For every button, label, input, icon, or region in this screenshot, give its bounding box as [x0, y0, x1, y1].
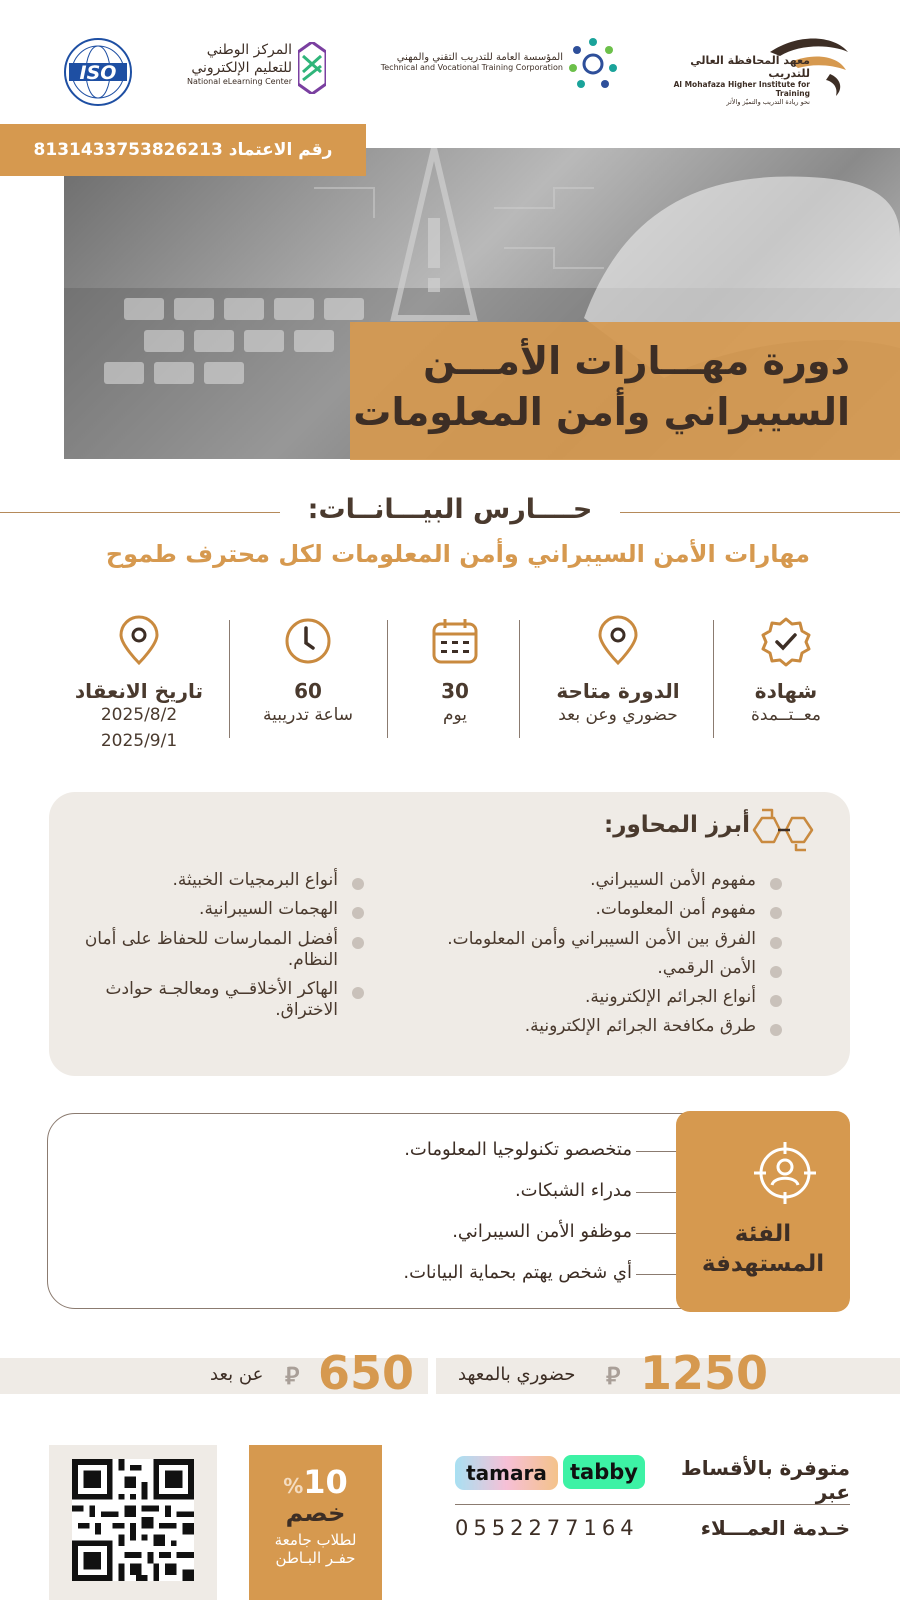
- badge-check-icon: [760, 615, 812, 667]
- riyal-icon: ⃁: [606, 1362, 621, 1390]
- feature-certificate-sub: معــتــمدة: [750, 705, 822, 725]
- customer-service-label: خـدمة العمـــلاء: [700, 1516, 850, 1540]
- clock-icon: [282, 615, 334, 667]
- connector-line: [636, 1151, 676, 1152]
- nelc-logo: [180, 40, 330, 96]
- iso-logo: [55, 36, 141, 108]
- student-discount-badge: [249, 1445, 382, 1600]
- nelc-name-ar-2: للتعليم الإلكتروني: [191, 59, 292, 76]
- connector-line: [636, 1192, 676, 1193]
- accreditation-number: رقم الاعتماد 8131433753826213: [0, 124, 366, 176]
- tagline-subtitle: مهارات الأمن السيبراني وأمن المعلومات لكل محترف طموح: [105, 540, 810, 568]
- discount-percent-sign: %: [283, 1474, 304, 1498]
- list-item: طرق مكافحة الجرائم الإلكترونية.: [404, 1016, 784, 1037]
- institute-name-ar: معهد المحافظة العالي للتدريب: [690, 54, 810, 80]
- list-item: أفضل الممارسات للحفاظ على أمان النظام.: [82, 929, 366, 972]
- topics-list-left: [82, 870, 366, 1022]
- audience-title: [676, 1220, 850, 1280]
- feature-divider: [519, 620, 520, 738]
- topics-list-right: [404, 870, 784, 1038]
- feature-dates: [66, 615, 212, 754]
- feature-certificate: [720, 615, 852, 729]
- feature-divider: [387, 620, 388, 738]
- location-pin-icon: [592, 615, 644, 667]
- tvtc-name-en: Technical and Vocational Training Corporation: [380, 63, 563, 72]
- institute-name-en: Al Mohafaza Higher Institute for Training: [673, 80, 810, 98]
- qr-code-panel[interactable]: [49, 1445, 217, 1600]
- iso-label: ISO: [79, 62, 117, 84]
- nelc-name-en: National eLearning Center: [187, 77, 292, 86]
- feature-dates-end: 2025/9/1: [100, 730, 178, 751]
- audience-title-line1: الفئة: [734, 1221, 792, 1247]
- hero-title-line2: السيبراني وأمن المعلومات: [353, 390, 850, 435]
- price-online-label: عن بعد: [210, 1364, 264, 1385]
- feature-hours-value: 60: [294, 679, 322, 703]
- audience-title-line2: المستهدفة: [701, 1250, 825, 1277]
- tagline-title: حــــارس البيـــانــات:: [280, 494, 620, 525]
- tamara-badge[interactable]: tamara: [455, 1456, 558, 1490]
- feature-hours: [240, 615, 376, 729]
- list-item: الفرق بين الأمن السيبراني وأمن المعلومات.: [404, 929, 784, 950]
- feature-days-unit: يوم: [442, 705, 468, 725]
- price-onsite-amount: 1250: [640, 1346, 769, 1400]
- flow-diagram-icon: [752, 808, 814, 852]
- discount-line2: حفـر البـاطن: [275, 1549, 356, 1567]
- topics-heading: أبرز المحاور:: [604, 812, 750, 838]
- connector-line: [636, 1233, 676, 1234]
- price-online-amount: 650: [318, 1346, 415, 1400]
- nelc-name-ar-1: المركز الوطني: [206, 42, 292, 58]
- hero-title: [350, 336, 850, 439]
- feature-divider: [713, 620, 714, 738]
- list-item: موظفو الأمن السيبراني.: [452, 1221, 632, 1242]
- discount-line1: لطلاب جامعة: [274, 1531, 357, 1549]
- tvtc-logo: [375, 36, 620, 96]
- qr-code[interactable]: [72, 1459, 194, 1581]
- feature-availability: [528, 615, 708, 729]
- feature-hours-unit: ساعة تدريبية: [262, 705, 354, 725]
- list-item: مفهوم الأمن السيبراني.: [404, 870, 784, 891]
- feature-dates-start: 2025/8/2: [100, 705, 178, 725]
- feature-certificate-title: شهادة: [754, 679, 818, 703]
- list-item: الهاكر الأخلاقــي ومعالجـة حوادث الاختراق.: [82, 979, 366, 1022]
- institute-tagline: نحو ريادة التدريب والتميّز والأثر: [726, 98, 810, 106]
- list-item: أنواع الجرائم الإلكترونية.: [404, 987, 784, 1008]
- connector-line: [636, 1274, 676, 1275]
- feature-days: [400, 615, 510, 729]
- discount-percent: 10: [303, 1463, 348, 1501]
- discount-word: خصم: [285, 1499, 346, 1527]
- feature-days-value: 30: [441, 679, 469, 703]
- list-item: متخصصو تكنولوجيا المعلومات.: [404, 1139, 632, 1160]
- feature-availability-title: الدورة متاحة: [556, 679, 680, 703]
- list-item: أنواع البرمجيات الخبيثة.: [82, 870, 366, 891]
- customer-service-phone[interactable]: 0552277164: [455, 1516, 639, 1540]
- installments-text: متوفرة بالأقساط عبر: [680, 1456, 850, 1504]
- list-item: مدراء الشبكات.: [514, 1180, 632, 1201]
- list-item: مفهوم أمن المعلومات.: [404, 899, 784, 920]
- feature-dates-title: تاريخ الانعقاد: [74, 679, 204, 703]
- riyal-icon: ⃁: [285, 1362, 300, 1390]
- tvtc-name-ar: المؤسسة العامة للتدريب التقني والمهني: [396, 52, 563, 63]
- feature-availability-sub: حضوري وعن بعد: [558, 705, 678, 725]
- list-item: الهجمات السيبرانية.: [82, 899, 366, 920]
- tabby-badge[interactable]: tabby: [563, 1455, 645, 1489]
- price-onsite-label: حضوري بالمعهد: [458, 1364, 576, 1385]
- bottom-divider: [455, 1504, 850, 1505]
- tvtc-star-icon: [567, 36, 619, 96]
- target-user-icon: [752, 1140, 818, 1206]
- calendar-icon: [429, 615, 481, 667]
- feature-divider: [229, 620, 230, 738]
- location-pin-icon: [113, 615, 165, 667]
- list-item: الأمن الرقمي.: [404, 958, 784, 979]
- nelc-mark-icon: [298, 42, 326, 94]
- list-item: أي شخص يهتم بحماية البيانات.: [403, 1262, 632, 1283]
- hero-title-line1: دورة مهـــارات الأمـــن: [423, 339, 850, 383]
- institute-logo: [660, 34, 850, 106]
